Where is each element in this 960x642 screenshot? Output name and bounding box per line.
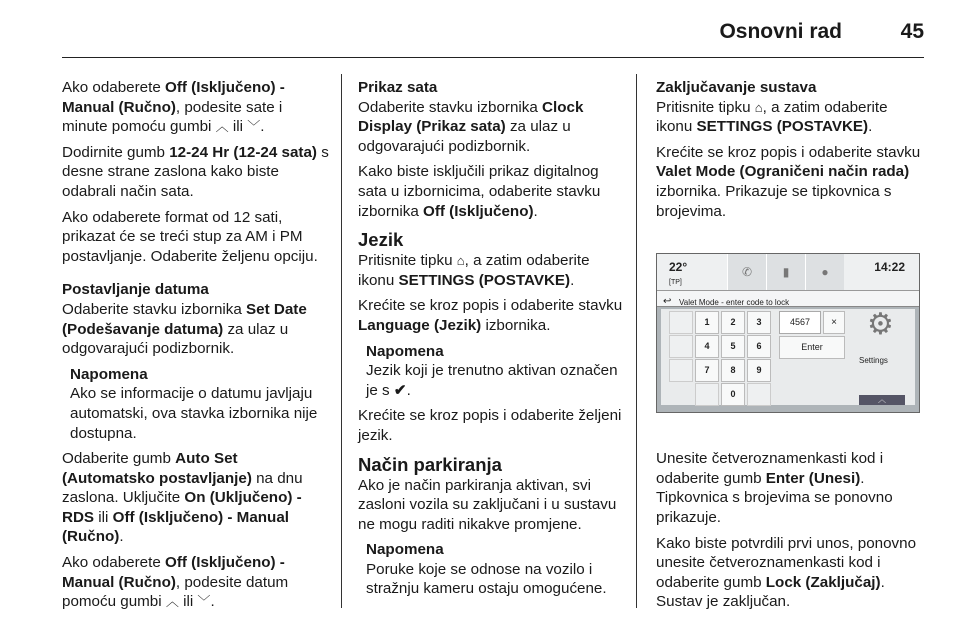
subheading-lock: Zaključavanje sustava xyxy=(656,79,817,96)
column-right xyxy=(656,78,924,618)
paragraph: Odaberite stavku izbornika Clock Display (Prikaz sata) za ulaz u odgovarajući podizbornik. xyxy=(358,98,584,155)
page-number: 45 xyxy=(900,20,924,43)
keypad-blank xyxy=(695,383,719,406)
info-icon: ● xyxy=(805,254,844,290)
screen-title: Valet Mode - enter code to lock xyxy=(679,298,790,308)
tp-indicator: [TP] xyxy=(669,279,682,287)
paragraph: Krećite se kroz popis i odaberite željeni jezik. xyxy=(358,407,622,444)
paragraph: Krećite se kroz popis i odaberite stavku Language (Jezik) izbornika. xyxy=(358,297,623,334)
settings-label: Settings xyxy=(859,356,888,366)
key-3: 3 xyxy=(747,311,771,334)
column-divider xyxy=(341,74,342,608)
keypad-blank xyxy=(669,311,693,334)
key-4: 4 xyxy=(695,335,719,358)
device-icon: ▮ xyxy=(766,254,805,290)
keypad-blank xyxy=(747,383,771,406)
paragraph: Kako biste potvrdili prvi unos, ponovno unesite četveroznamenkasti kod i odaberite gumb Lock (Zaključaj). Sustav je zaključan. xyxy=(656,534,917,611)
key-0: 0 xyxy=(721,383,745,406)
enter-key: Enter xyxy=(779,336,845,359)
column-divider xyxy=(636,74,637,608)
home-key-icon: ⌂ xyxy=(456,253,465,269)
column-left xyxy=(62,78,332,618)
chevron-down-icon: ﹀ xyxy=(197,594,211,610)
key-7: 7 xyxy=(695,359,719,382)
phone-icon: ✆ xyxy=(727,254,766,290)
paragraph: Ako odaberete Off (Isključeno) - Manual (Ručno), podesite sate i minute pomoću gumbi ︿ ili ﹀. xyxy=(62,79,285,136)
chevron-up-icon: ︿ xyxy=(215,119,229,135)
key-1: 1 xyxy=(695,311,719,334)
clock: 14:22 xyxy=(874,260,905,275)
key-2: 2 xyxy=(721,311,745,334)
paragraph: Dodirnite gumb 12-24 Hr (12-24 sata) s desne strane zaslona kako biste odabrali način sata. xyxy=(62,143,329,200)
note: Napomena Jezik koji je trenutno aktivan označen je s ✔. xyxy=(366,342,618,399)
key-8: 8 xyxy=(721,359,745,382)
section-heading-parking: Način parkiranja xyxy=(358,453,502,475)
subheading-clock: Prikaz sata xyxy=(358,79,438,96)
paragraph: Ako odaberete format od 12 sati, prikazat će se treći stup za AM i PM postavljanje. Odaberite željenu opciju. xyxy=(62,208,318,265)
paragraph: Odaberite gumb Auto Set (Automatsko postavljanje) na dnu zaslona. Uključite On (Uključeno) - RDS ili Off (Isključeno) - Manual (Ručno). xyxy=(62,450,303,546)
paragraph: Odaberite stavku izbornika Set Date (Podešavanje datuma) za ulaz u odgovarajući podizbornik. xyxy=(62,300,307,358)
settings-gear-icon: ⚙ xyxy=(867,308,894,342)
keypad-blank xyxy=(669,359,693,382)
subheading-date: Postavljanje datuma xyxy=(62,281,209,299)
section-heading-language: Jezik xyxy=(358,229,404,251)
status-bar xyxy=(657,254,919,291)
page-title: Osnovni rad xyxy=(719,20,842,43)
valet-mode-screenshot xyxy=(656,253,920,413)
paragraph: Ako je način parkiranja aktivan, svi zasloni vozila su zaključani i u sustavu ne mogu raditi nikakve promjene. xyxy=(358,476,617,533)
paragraph: Krećite se kroz popis i odaberite stavku Valet Mode (Ograničeni način rada) izbornika. Prikazuje se tipkovnica s brojevima. xyxy=(656,143,921,220)
paragraph: Kako biste isključili prikaz digitalnog sata u izbornicima, odaberite stavku izbornika Off (Isključeno). xyxy=(358,163,601,220)
chevron-down-icon: ﹀ xyxy=(247,119,261,135)
paragraph: Pritisnite tipku ⌂, a zatim odaberite ikonu SETTINGS (POSTAVKE). xyxy=(358,252,590,289)
key-5: 5 xyxy=(721,335,745,358)
delete-key: × xyxy=(823,311,845,334)
keypad-panel xyxy=(661,309,915,405)
keypad-blank xyxy=(669,335,693,358)
key-9: 9 xyxy=(747,359,771,382)
page-header xyxy=(0,0,960,62)
checkmark-icon: ✔ xyxy=(393,381,407,399)
title-bar xyxy=(657,291,919,307)
back-icon: ↩ xyxy=(663,296,672,308)
key-6: 6 xyxy=(747,335,771,358)
chevron-up-icon: ︿ xyxy=(165,594,179,610)
paragraph: Ako odaberete Off (Isključeno) - Manual (Ručno), podesite datum pomoću gumbi ︿ ili ﹀. xyxy=(62,554,289,611)
header-rule xyxy=(62,57,924,58)
column-middle xyxy=(358,78,626,599)
paragraph: Unesite četveroznamenkasti kod i odaberite gumb Enter (Unesi). Tipkovnica s brojevima se ponovno prikazuje. xyxy=(656,450,893,526)
note: Napomena Ako se informacije o datumu javljaju automatski, ova stavka izbornika nije dostupna. xyxy=(70,365,318,442)
note: Napomena Poruke koje se odnose na vozilo i stražnju kameru ostaju omogućene. xyxy=(366,541,607,598)
paragraph: Pritisnite tipku ⌂, a zatim odaberite ikonu SETTINGS (POSTAVKE). xyxy=(656,98,888,136)
temperature: 22° xyxy=(669,260,688,275)
chevron-up-icon: ︿ xyxy=(859,395,905,405)
home-key-icon: ⌂ xyxy=(754,99,763,115)
code-display: 4567 xyxy=(779,311,821,334)
